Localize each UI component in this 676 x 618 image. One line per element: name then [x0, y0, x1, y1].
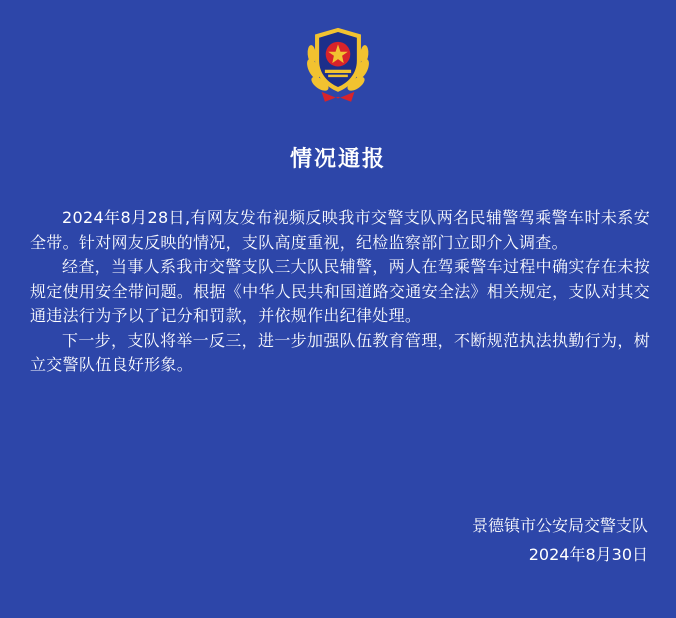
- paragraph-2: 经查，当事人系我市交警支队三大队民辅警，两人在驾乘警车过程中确实存在未按规定使用安全带问题。根据《中华人民共和国道路交通安全法》相关规定，支队对其交通违法行为予以了记分和罚款，并依规作出纪律处理。: [30, 257, 650, 325]
- paragraph-1: 2024年8月28日,有网友发布视频反映我市交警支队两名民辅警驾乘警车时未系安全带。针对网友反映的情况，支队高度重视，纪检监察部门立即介入调查。: [30, 208, 650, 252]
- paragraph-3: 下一步，支队将举一反三，进一步加强队伍教育管理，不断规范执法执勤行为，树立交警队伍良好形象。: [30, 330, 650, 374]
- notice-title: 情况通报: [289, 147, 386, 172]
- signature-date: 2024年8月30日: [528, 545, 648, 564]
- signature-organization: 景德镇市公安局交警支队: [471, 516, 648, 535]
- police-emblem-icon: [297, 22, 379, 106]
- signature-block: [472, 511, 648, 569]
- notice-body: [30, 206, 650, 378]
